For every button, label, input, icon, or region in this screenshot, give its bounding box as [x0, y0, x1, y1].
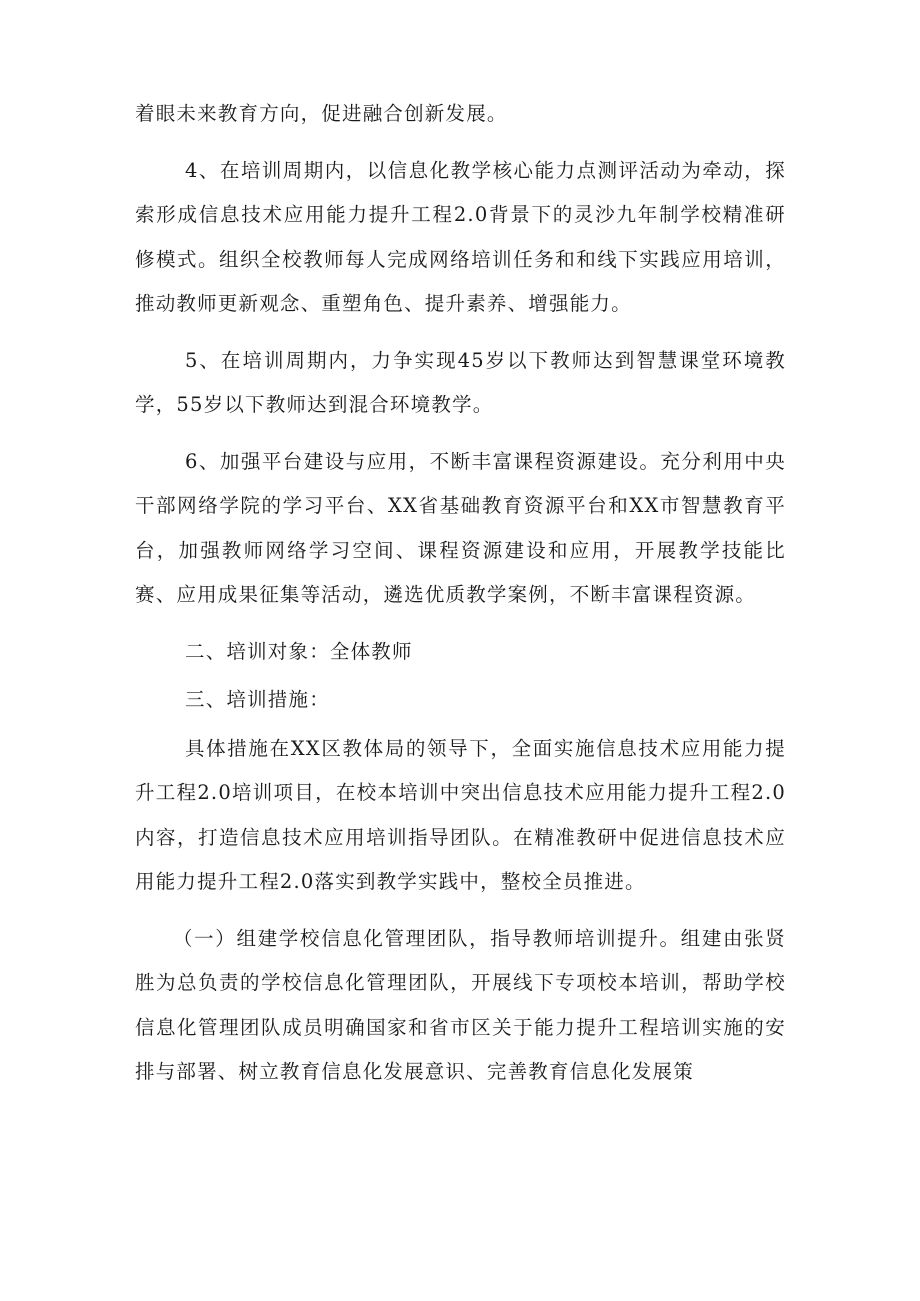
section-heading-training-measures: 三、培训措施：: [185, 688, 330, 711]
paragraph-item-4: 4、在培训周期内，以信息化教学核心能力点测评活动为牵动，探索形成信息技术应用能力提升工程2.0背景下的灵沙九年制学校精准研修模式。组织全校教师每人完成网络培训任务和和线下实践应用培训，推动教师更新观念、重塑角色、提升素养、增强能力。: [135, 158, 786, 315]
document-body: [135, 92, 786, 1107]
paragraph-continuation: 着眼未来教育方向，促进融合创新发展。: [135, 102, 508, 125]
paragraph-measures: 具体措施在XX区教体局的领导下，全面实施信息技术应用能力提升工程2.0培训项目，在校本培训中突出信息技术应用能力提升工程2.0内容，打造信息技术应用培训指导团队。在精准教研中促进信息技术应用能力提升工程2.0落实到教学实践中，整校全员推进。: [135, 736, 786, 893]
section-heading-training-target: 二、培训对象：全体教师: [185, 639, 413, 663]
paragraph-item-5: 5、在培训周期内，力争实现45岁以下教师达到智慧课堂环境教学，55岁以下教师达到混合环境教学。: [135, 348, 786, 416]
paragraph-subsection-1: （一）组建学校信息化管理团队，指导教师培训提升。组建由张贤胜为总负责的学校信息化管理团队，开展线下专项校本培训，帮助学校信息化管理团队成员明确国家和省市区关于能力提升工程培训实施的安排与部署、树立教育信息化发展意识、完善教育信息化发展策: [135, 926, 786, 1083]
paragraph-item-6: 6、加强平台建设与应用，不断丰富课程资源建设。充分利用中央干部网络学院的学习平台、XX省基础教育资源平台和XX市智慧教育平台，加强教师网络学习空间、课程资源建设和应用，开展教学技能比赛、应用成果征集等活动，遴选优质教学案例，不断丰富课程资源。: [135, 449, 786, 606]
